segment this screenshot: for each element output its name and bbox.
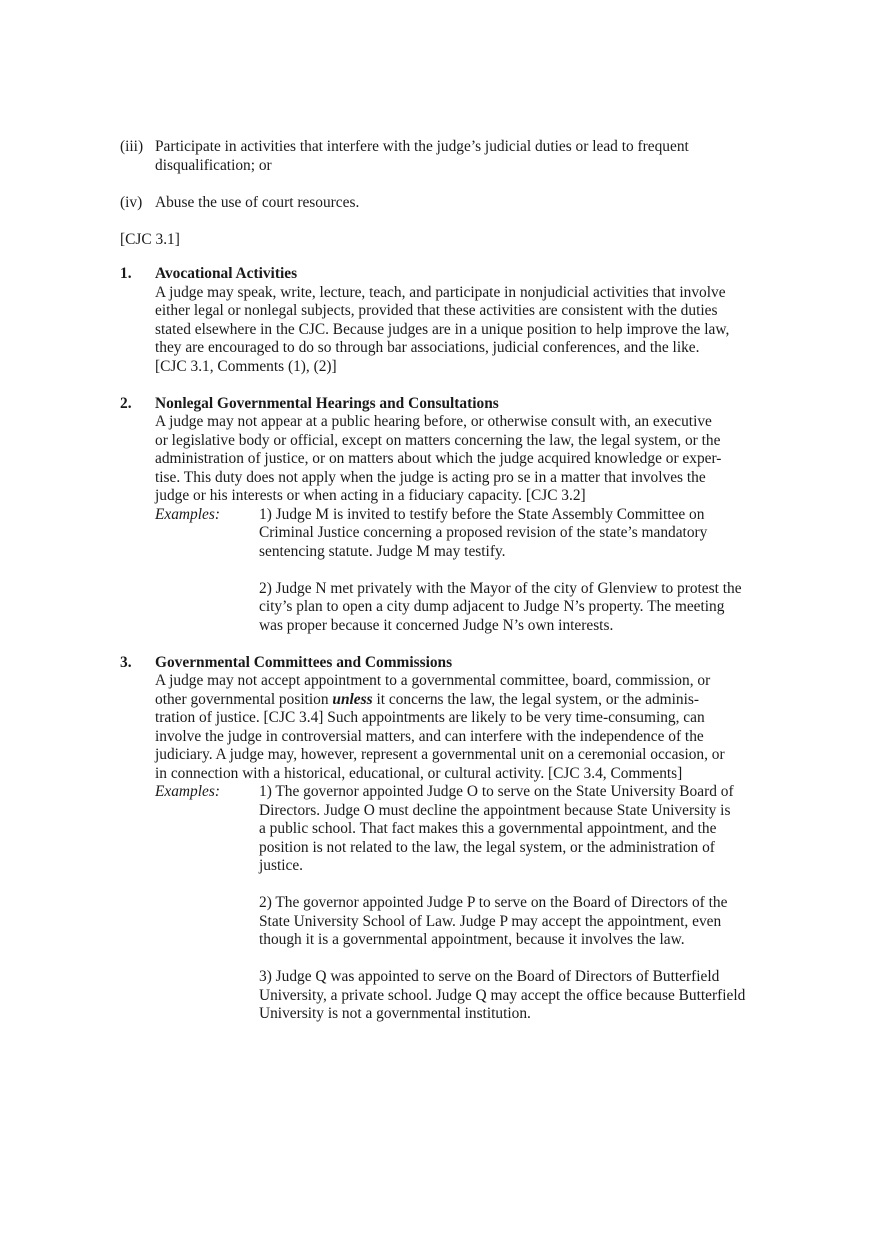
text-line: justice.: [259, 857, 304, 874]
text-line: in connection with a historical, educational, or cultural activity. [CJC 3.4, Comments]: [155, 764, 683, 782]
section-number: 1.: [120, 265, 132, 282]
text-line: tise. This duty does not apply when the judge is acting pro se in a matter that involves the: [155, 468, 706, 486]
text-line: involve the judge in controversial matters, and can interfere with the independence of the: [155, 727, 704, 745]
text-line: city’s plan to open a city dump adjacent to Judge N’s property. The meeting: [259, 598, 725, 615]
text-line: a public school. That fact makes this a governmental appointment, and the: [259, 820, 717, 837]
text-line: Directors. Judge O must decline the appointment because State University is: [259, 801, 731, 819]
text-line: was proper because it concerned Judge N’s own interests.: [259, 616, 614, 634]
text-line: sentencing statute. Judge M may testify.: [259, 542, 506, 560]
section-number: 3.: [120, 653, 132, 671]
text-line: 2) The governor appointed Judge P to serve on the Board of Directors of the: [259, 894, 728, 911]
text-line: or legislative body or official, except on matters concerning the law, the legal system, or the: [155, 431, 721, 449]
text-line: 1) The governor appointed Judge O to serve on the State University Board of: [259, 783, 734, 800]
text-line: position is not related to the law, the legal system, or the administration of: [259, 838, 715, 856]
example-3: [259, 968, 820, 1024]
list-marker: (iv): [120, 193, 143, 211]
text-line: they are encouraged to do so through bar associations, judicial conferences, and the like.: [155, 339, 700, 356]
text-line: Participate in activities that interfere with the judge’s judicial duties or lead to frequent: [155, 138, 689, 155]
text-fragment: it concerns the law, the legal system, or the adminis-: [372, 690, 699, 708]
list-item-iv: [120, 194, 820, 213]
list-marker: (iii): [120, 138, 144, 155]
citation: [CJC 3.1]: [120, 230, 180, 248]
examples-label: Examples:: [155, 783, 220, 800]
document-page: [120, 138, 820, 1024]
text-line: either legal or nonlegal subjects, provided that these activities are consistent with the duties: [155, 302, 718, 319]
section-heading: Governmental Committees and Commissions: [155, 653, 453, 671]
section-nonlegal-hearings: [120, 395, 820, 636]
text-fragment: other governmental position: [155, 690, 333, 708]
text-line: A judge may not accept appointment to a governmental committee, board, commission, or: [155, 672, 711, 689]
text-line: tration of justice. [CJC 3.4] Such appointments are likely to be very time-consuming, can: [155, 709, 705, 726]
example-2: [259, 894, 820, 950]
example-1: [259, 506, 820, 562]
text-line: 1) Judge M is invited to testify before the State Assembly Committee on: [259, 505, 705, 523]
examples-label: Examples:: [155, 505, 220, 523]
text-line: judiciary. A judge may, however, represent a governmental unit on a ceremonial occasion, or: [155, 746, 725, 763]
text-line: stated elsewhere in the CJC. Because judges are in a unique position to help improve the law,: [155, 320, 730, 338]
text-line: Criminal Justice concerning a proposed revision of the state’s mandatory: [259, 524, 708, 541]
text-line: University, a private school. Judge Q may accept the office because Butterfield: [259, 986, 746, 1004]
text-line: [155, 691, 820, 710]
text-line: University is not a governmental institution.: [259, 1005, 531, 1022]
example-2: [259, 580, 820, 636]
text-line: 2) Judge N met privately with the Mayor of the city of Glenview to protest the: [259, 579, 742, 597]
text-line: 3) Judge Q was appointed to serve on the Board of Directors of Butterfield: [259, 968, 720, 985]
section-avocational-activities: [120, 265, 820, 376]
text-line: Abuse the use of court resources.: [155, 193, 360, 211]
section-heading: Avocational Activities: [155, 265, 298, 282]
section-heading: Nonlegal Governmental Hearings and Consultations: [155, 394, 499, 412]
text-line: [CJC 3.1, Comments (1), (2)]: [155, 357, 337, 375]
text-line: A judge may speak, write, lecture, teach, and participate in nonjudicial activities that involve: [155, 283, 726, 301]
emphasis-unless: unless: [332, 690, 373, 708]
text-line: State University School of Law. Judge P may accept the appointment, even: [259, 912, 722, 930]
text-line: A judge may not appear at a public hearing before, or otherwise consult with, an executive: [155, 413, 712, 430]
text-line: though it is a governmental appointment, because it involves the law.: [259, 931, 685, 948]
examples: [120, 783, 820, 1024]
text-line: administration of justice, or on matters about which the judge acquired knowledge or exper-: [155, 450, 722, 467]
text-line: judge or his interests or when acting in a fiduciary capacity. [CJC 3.2]: [155, 487, 586, 504]
example-1: [259, 783, 820, 876]
list-item-iii: [120, 138, 820, 175]
text-line: disqualification; or: [155, 156, 272, 174]
examples: [120, 506, 820, 636]
section-governmental-committees: [120, 654, 820, 1024]
section-number: 2.: [120, 394, 132, 412]
